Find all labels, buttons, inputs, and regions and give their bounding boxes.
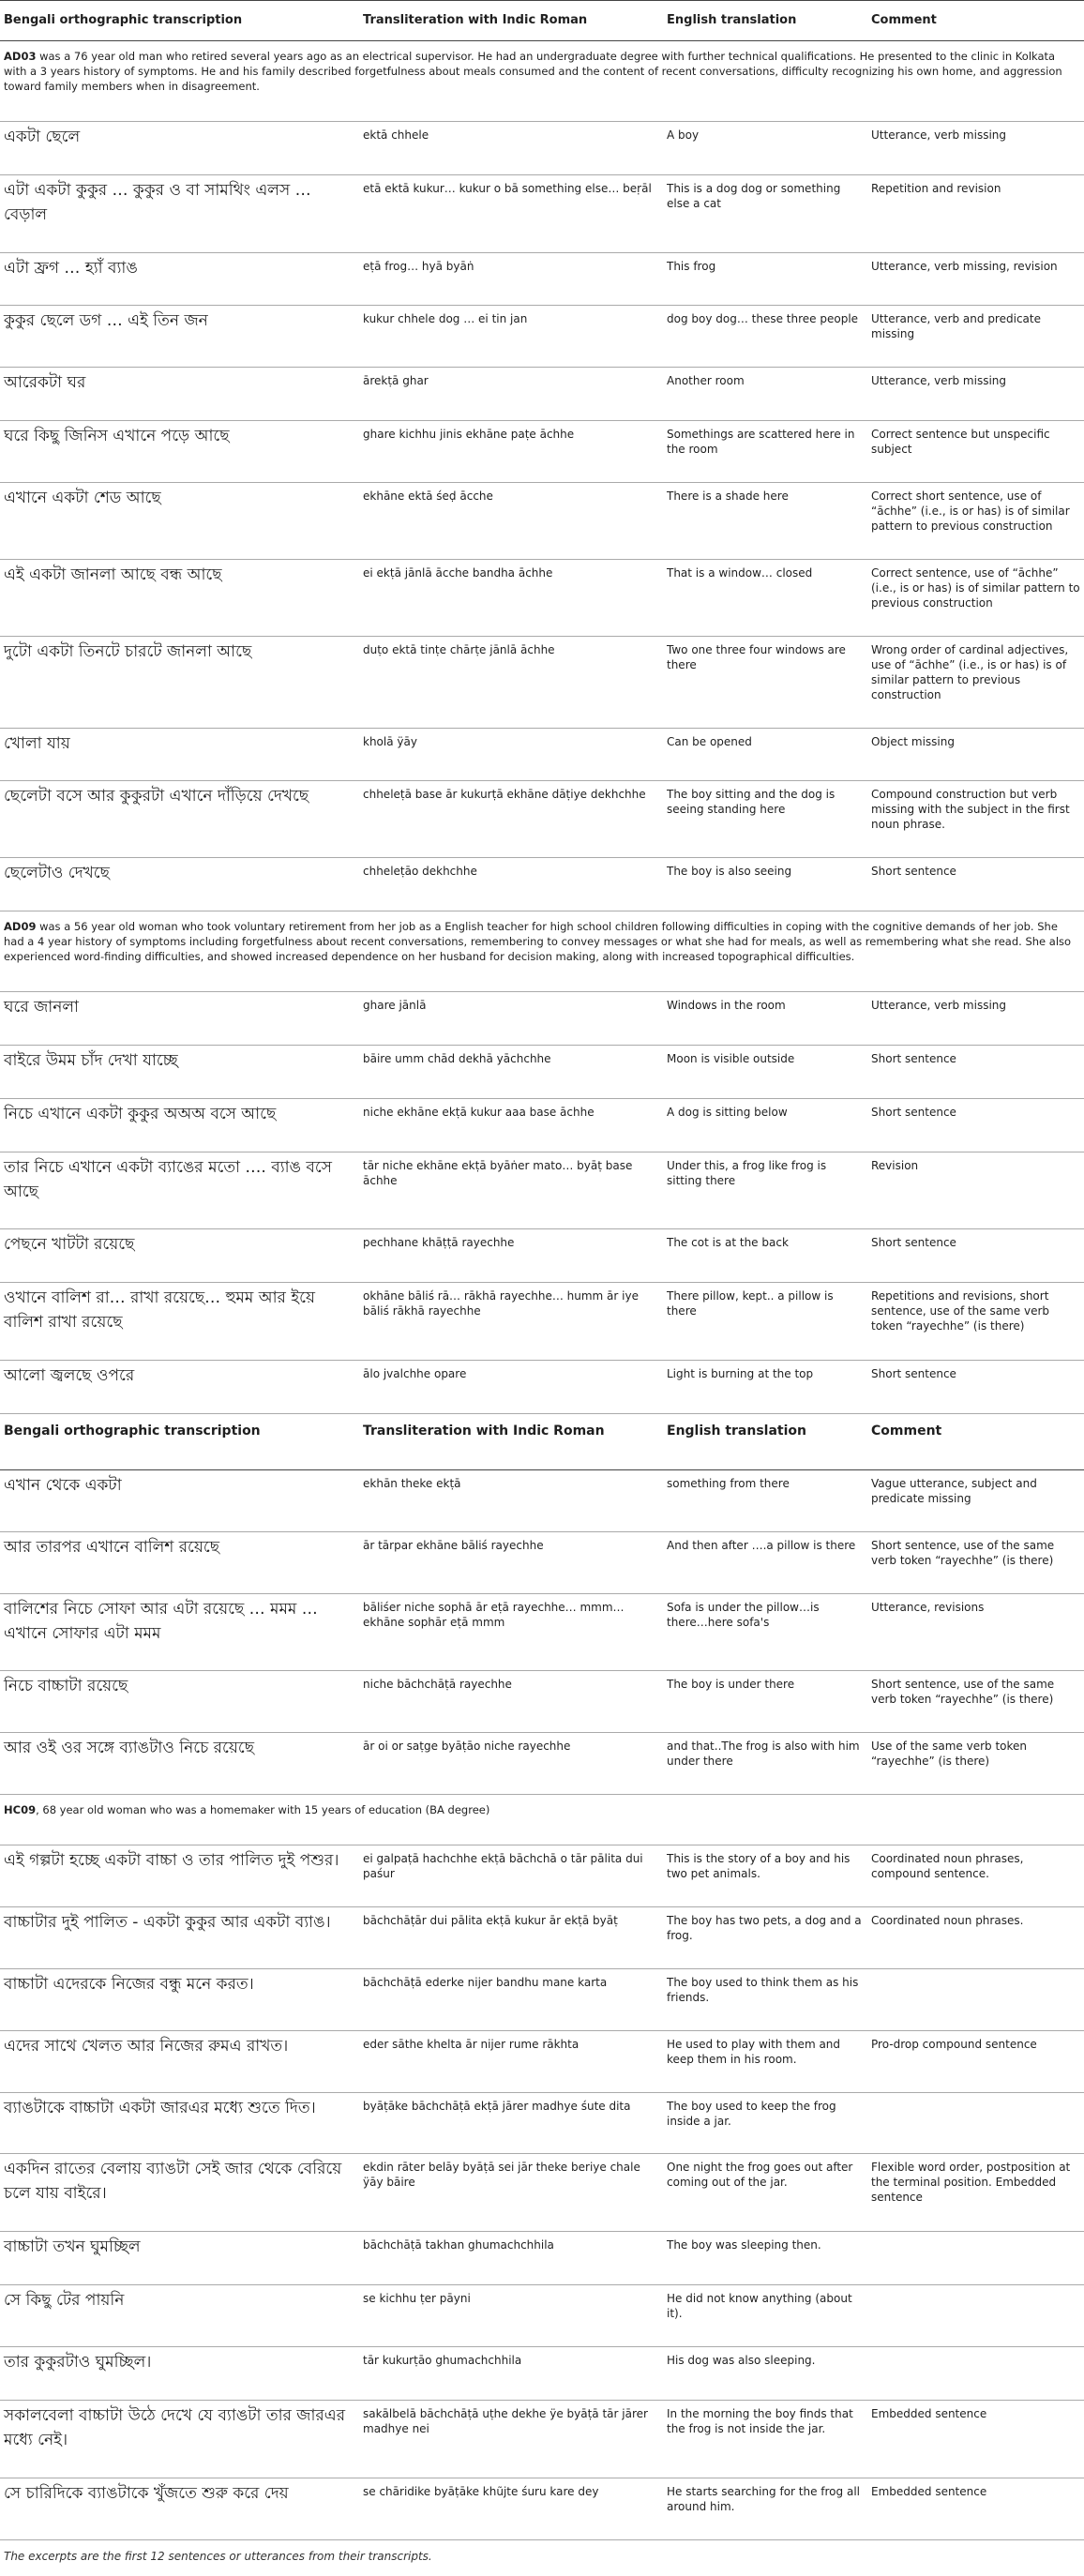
table-row	[0, 483, 1084, 560]
table-row	[0, 992, 1084, 1046]
transliteration-cell: chheleṭā base ār kukurṭā ekhāne dāṭiye dekhchhe	[359, 781, 663, 858]
english-cell: Two one three four windows are there	[663, 636, 867, 728]
bengali-cell: খোলা যায়	[0, 728, 359, 781]
transliteration-cell: chheleṭāo dekhchhe	[359, 858, 663, 911]
english-cell: Windows in the room	[663, 992, 867, 1046]
transliteration-cell: bāchchāṭā takhan ghumachchhila	[359, 2232, 663, 2285]
english-cell: This frog	[663, 252, 867, 306]
english-cell: One night the frog goes out after coming out of the jar.	[663, 2154, 867, 2232]
english-cell: Light is burning at the top	[663, 1361, 867, 1414]
english-cell: Under this, a frog like frog is sitting there	[663, 1152, 867, 1229]
table-row	[0, 781, 1084, 858]
transliteration-cell: bāchchāṭā ederke nijer bandhu mane karta	[359, 1968, 663, 2030]
table-row	[0, 1593, 1084, 1671]
table-row	[0, 1045, 1084, 1098]
header-bengali: Bengali orthographic transcription	[0, 1414, 359, 1470]
table-row	[0, 1469, 1084, 1531]
english-cell: A boy	[663, 121, 867, 174]
transliteration-cell: ālo jvalchhe opare	[359, 1361, 663, 1414]
english-cell: The cot is at the back	[663, 1229, 867, 1283]
bengali-cell: তার কুকুরটাও ঘুমচ্ছিল।	[0, 2346, 359, 2400]
english-cell: He did not know anything (about it).	[663, 2285, 867, 2347]
bengali-cell: এখানে একটা শেড আছে	[0, 483, 359, 560]
comment-cell: Utterance, verb missing	[867, 368, 1084, 421]
bengali-cell: এটা ফ্রগ … হ্যাঁ ব্যাঙ	[0, 252, 359, 306]
comment-cell: Correct sentence, use of “āchhe” (i.e., is or has) is of similar pattern to previous construction	[867, 559, 1084, 636]
transliteration-cell: tār niche ekhāne ekṭā byāṅer mato… byāṭ base āchhe	[359, 1152, 663, 1229]
repeated-header-row	[0, 1414, 1084, 1470]
comment-cell: Coordinated noun phrases, compound sentence.	[867, 1845, 1084, 1907]
transliteration-cell: ekhāne ektā śeḍ ācche	[359, 483, 663, 560]
bengali-cell: বাচ্চাটা এদেরকে নিজের বন্ধু মনে করত।	[0, 1968, 359, 2030]
table-row	[0, 368, 1084, 421]
table-row	[0, 1152, 1084, 1229]
english-cell: Another room	[663, 368, 867, 421]
comment-cell: Flexible word order, postposition at the terminal position. Embedded sentence	[867, 2154, 1084, 2232]
english-cell: There is a shade here	[663, 483, 867, 560]
transliteration-cell: ektā chhele	[359, 121, 663, 174]
table-row	[0, 728, 1084, 781]
bengali-cell: নিচে বাচ্চাটা রয়েছে	[0, 1671, 359, 1733]
table-row	[0, 252, 1084, 306]
comment-cell: Short sentence	[867, 1045, 1084, 1098]
comment-cell: Utterance, revisions	[867, 1593, 1084, 1671]
comment-cell: Object missing	[867, 728, 1084, 781]
bengali-cell: দুটো একটা তিনটে চারটে জানলা আছে	[0, 636, 359, 728]
transliteration-cell: ekdin rāter belāy byāṭā sei jār theke beriye chale ÿāy bāire	[359, 2154, 663, 2232]
bengali-cell: একটা ছেলে	[0, 121, 359, 174]
english-cell: In the morning the boy finds that the frog is not inside the jar.	[663, 2400, 867, 2478]
comment-cell	[867, 1968, 1084, 2030]
english-cell: and that..The frog is also with him under there	[663, 1733, 867, 1795]
transliteration-cell: ghare kichhu jinis ekhāne paṭe āchhe	[359, 421, 663, 483]
patient-info-row	[0, 41, 1084, 122]
transliteration-cell: ārekṭā ghar	[359, 368, 663, 421]
patient-id: AD09	[4, 920, 37, 934]
english-cell: The boy is under there	[663, 1671, 867, 1733]
comment-cell	[867, 2346, 1084, 2400]
table-row	[0, 1906, 1084, 1968]
patient-description-text: was a 56 year old woman who took voluntary retirement from her job as a English teacher for high school children following difficulties in coping with the cognitive demands of her job. She had a 4 year history of symptoms including forgetfulness about recent conversations, remembering to convey messages or what she had for meals, as well as remembering what she read. She also experienced word-finding difficulties, and showed increased dependence on her husband for decision making, along with increased topographical difficulties.	[4, 920, 1072, 964]
bengali-cell: আলো জ্বলছে ওপরে	[0, 1361, 359, 1414]
bengali-cell: বাইরে উমম চাঁদ দেখা যাচ্ছে	[0, 1045, 359, 1098]
table-header	[0, 1, 1084, 41]
patient-info-row	[0, 911, 1084, 992]
table-row	[0, 306, 1084, 368]
english-cell: He starts searching for the frog all around him.	[663, 2478, 867, 2539]
transliteration-cell: etā ektā kukur… kukur o bā something else… beṛāl	[359, 174, 663, 252]
comment-cell: Short sentence	[867, 1229, 1084, 1283]
transliteration-cell: niche bāchchāṭā rayechhe	[359, 1671, 663, 1733]
bengali-cell: এই গল্পটা হচ্ছে একটা বাচ্চা ও তার পালিত দুই পশুর।	[0, 1845, 359, 1907]
bengali-cell: ঘরে জানলা	[0, 992, 359, 1046]
comment-cell: Embedded sentence	[867, 2400, 1084, 2478]
table-row	[0, 2400, 1084, 2478]
bengali-cell: আর ওই ওর সঙ্গে ব্যাঙটাও নিচে রয়েছে	[0, 1733, 359, 1795]
table-row	[0, 2478, 1084, 2539]
table-row	[0, 1229, 1084, 1283]
bengali-cell: বালিশের নিচে সোফা আর এটা রয়েছে … মমম … এখানে সোফার এটা মমম	[0, 1593, 359, 1671]
table-row	[0, 2346, 1084, 2400]
transliteration-cell: bāchchāṭār dui pālita ekṭā kukur ār ekṭā byāṭ	[359, 1906, 663, 1968]
bengali-cell: সে চারিদিকে ব্যাঙটাকে খুঁজতে শুরু করে দেয়	[0, 2478, 359, 2539]
english-cell: There pillow, kept.. a pillow is there	[663, 1283, 867, 1361]
header-english: English translation	[663, 1414, 867, 1470]
table-row	[0, 1098, 1084, 1152]
bengali-cell: আর তারপর এখানে বালিশ রয়েছে	[0, 1531, 359, 1593]
bengali-cell: সে কিছু টের পায়নি	[0, 2285, 359, 2347]
transliteration-cell: se kichhu ṭer pāyni	[359, 2285, 663, 2347]
patient-description	[0, 911, 1084, 992]
transliteration-cell: se chāridike byāṭāke khũjte śuru kare dey	[359, 2478, 663, 2539]
english-cell: This is the story of a boy and his two pet animals.	[663, 1845, 867, 1907]
bengali-cell: ব্যাঙটাকে বাচ্চাটা একটা জারএর মধ্যে শুতে দিত।	[0, 2092, 359, 2154]
transliteration-cell: eder sāthe khelta ār nijer rume rākhta	[359, 2030, 663, 2092]
table-row	[0, 121, 1084, 174]
bengali-cell: এটা একটা কুকুর … কুকুর ও বা সামথিং এলস … বেড়াল	[0, 174, 359, 252]
bengali-cell: এখান থেকে একটা	[0, 1469, 359, 1531]
english-cell: He used to play with them and keep them in his room.	[663, 2030, 867, 2092]
comment-cell: Embedded sentence	[867, 2478, 1084, 2539]
english-cell: dog boy dog… these three people	[663, 306, 867, 368]
bengali-cell: ছেলেটা বসে আর কুকুরটা এখানে দাঁড়িয়ে দেখছে	[0, 781, 359, 858]
comment-cell: Correct sentence but unspecific subject	[867, 421, 1084, 483]
english-cell: Sofa is under the pillow…is there…here sofa's	[663, 1593, 867, 1671]
transliteration-cell: ār tārpar ekhāne bāliś rayechhe	[359, 1531, 663, 1593]
header-bengali: Bengali orthographic transcription	[0, 1, 359, 41]
header-comment: Comment	[867, 1, 1084, 41]
patient-description-text: was a 76 year old man who retired several years ago as an electrical supervisor. He had an undergraduate degree with further technical qualifications. He presented to the clinic in Kolkata with a 3 years history of symptoms. He and his family described forgetfulness about meals consumed and the content of recent conversations, difficulty recognizing his own home, and aggression toward family members when in disagreement.	[4, 50, 1062, 93]
comment-cell: Utterance, verb missing	[867, 992, 1084, 1046]
bengali-cell: বাচ্চাটা তখন ঘুমচ্ছিল	[0, 2232, 359, 2285]
transliteration-cell: tār kukurṭāo ghumachchhila	[359, 2346, 663, 2400]
comment-cell: Use of the same verb token “rayechhe” (is there)	[867, 1733, 1084, 1795]
transliteration-cell: bāliśer niche sophā ār eṭā rayechhe… mmm…ekhāne sophār eṭā mmm	[359, 1593, 663, 1671]
comment-cell: Pro-drop compound sentence	[867, 2030, 1084, 2092]
bengali-cell: সকালবেলা বাচ্চাটা উঠে দেখে যে ব্যাঙটা তার জারএর মধ্যে নেই।	[0, 2400, 359, 2478]
comment-cell: Vague utterance, subject and predicate missing	[867, 1469, 1084, 1531]
header-transliteration: Transliteration with Indic Roman	[359, 1414, 663, 1470]
bengali-cell: বাচ্চাটার দুই পালিত - একটা কুকুর আর একটা ব্যাঙ।	[0, 1906, 359, 1968]
transliteration-cell: eṭā frog… hyā byāṅ	[359, 252, 663, 306]
comment-cell: Correct short sentence, use of “āchhe” (i.e., is or has) is of similar pattern to previous construction	[867, 483, 1084, 560]
transliteration-cell: sakālbelā bāchchāṭā uṭhe dekhe ÿe byāṭā tār jārer madhye nei	[359, 2400, 663, 2478]
comment-cell: Short sentence, use of the same verb token “rayechhe” (is there)	[867, 1531, 1084, 1593]
table-row	[0, 2030, 1084, 2092]
english-cell: The boy is also seeing	[663, 858, 867, 911]
table-row	[0, 1531, 1084, 1593]
bengali-cell: ওখানে বালিশ রা… রাখা রয়েছে… হুমম আর ইয়ে বালিশ রাখা রয়েছে	[0, 1283, 359, 1361]
english-cell: The boy has two pets, a dog and a frog.	[663, 1906, 867, 1968]
english-cell: Moon is visible outside	[663, 1045, 867, 1098]
bengali-cell: তার নিচে এখানে একটা ব্যাঙের মতো …. ব্যাঙ বসে আছে	[0, 1152, 359, 1229]
transliteration-cell: pechhane khāṭṭā rayechhe	[359, 1229, 663, 1283]
transliteration-cell: ei ekṭā jānlā ācche bandha āchhe	[359, 559, 663, 636]
english-cell: The boy was sleeping then.	[663, 2232, 867, 2285]
table-row	[0, 1968, 1084, 2030]
bengali-cell: নিচে এখানে একটা কুকুর অঅঅ বসে আছে	[0, 1098, 359, 1152]
bengali-cell: ছেলেটাও দেখছে	[0, 858, 359, 911]
comment-cell: Revision	[867, 1152, 1084, 1229]
comment-cell	[867, 2232, 1084, 2285]
patient-id: AD03	[4, 50, 37, 63]
transliteration-cell: ei galpaṭā hachchhe ekṭā bāchchā o tār pālita dui paśur	[359, 1845, 663, 1907]
english-cell: The boy sitting and the dog is seeing standing here	[663, 781, 867, 858]
english-cell: Somethings are scattered here in the room	[663, 421, 867, 483]
transliteration-cell: kholā ÿāy	[359, 728, 663, 781]
patient-info-row	[0, 1795, 1084, 1845]
patient-description	[0, 1795, 1084, 1845]
bengali-cell: আরেকটা ঘর	[0, 368, 359, 421]
english-cell: The boy used to think them as his friends.	[663, 1968, 867, 2030]
transliteration-cell: kukur chhele dog … ei tin jan	[359, 306, 663, 368]
english-cell: And then after ….a pillow is there	[663, 1531, 867, 1593]
comment-cell: Utterance, verb missing	[867, 121, 1084, 174]
table-footnote: The excerpts are the first 12 sentences or utterances from their transcripts.	[4, 2549, 432, 2563]
patient-description-text: , 68 year old woman who was a homemaker with 15 years of education (BA degree)	[36, 1803, 490, 1817]
comment-cell: Repetition and revision	[867, 174, 1084, 252]
comment-cell: Utterance, verb missing, revision	[867, 252, 1084, 306]
table-row	[0, 2232, 1084, 2285]
table-row	[0, 1845, 1084, 1907]
table-row	[0, 1283, 1084, 1361]
comment-cell	[867, 2285, 1084, 2347]
english-cell: The boy used to keep the frog inside a jar.	[663, 2092, 867, 2154]
comment-cell	[867, 2092, 1084, 2154]
english-cell: something from there	[663, 1469, 867, 1531]
patient-id: HC09	[4, 1803, 37, 1817]
bengali-cell: এদের সাথে খেলত আর নিজের রুমএ রাখত।	[0, 2030, 359, 2092]
comment-cell: Coordinated noun phrases.	[867, 1906, 1084, 1968]
transliteration-cell: niche ekhāne ekṭā kukur aaa base āchhe	[359, 1098, 663, 1152]
transliteration-cell: bāire umm chād dekhā yāchchhe	[359, 1045, 663, 1098]
table-row	[0, 2285, 1084, 2347]
transliteration-cell: byāṭāke bāchchāṭā ekṭā jārer madhye śute dita	[359, 2092, 663, 2154]
comment-cell: Short sentence, use of the same verb token “rayechhe” (is there)	[867, 1671, 1084, 1733]
transliteration-cell: duṭo ektā tinṭe chārṭe jānlā āchhe	[359, 636, 663, 728]
comment-cell: Short sentence	[867, 1361, 1084, 1414]
transliteration-cell: ār oi or saṭge byāṭāo niche rayechhe	[359, 1733, 663, 1795]
transliteration-cell: ghare jānlā	[359, 992, 663, 1046]
bengali-cell: কুকুর ছেলে ডগ … এই তিন জন	[0, 306, 359, 368]
english-cell: This is a dog dog or something else a cat	[663, 174, 867, 252]
table-row	[0, 1733, 1084, 1795]
comment-cell: Utterance, verb and predicate missing	[867, 306, 1084, 368]
bengali-cell: এই একটা জানলা আছে বন্ধ আছে	[0, 559, 359, 636]
table-row	[0, 421, 1084, 483]
english-cell: That is a window… closed	[663, 559, 867, 636]
transliteration-cell: ekhān theke ekṭā	[359, 1469, 663, 1531]
table-row	[0, 636, 1084, 728]
comment-cell: Short sentence	[867, 1098, 1084, 1152]
bengali-cell: পেছনে খাটটা রয়েছে	[0, 1229, 359, 1283]
table-row	[0, 559, 1084, 636]
comment-cell: Short sentence	[867, 858, 1084, 911]
patient-description	[0, 41, 1084, 122]
bengali-cell: ঘরে কিছু জিনিস এখানে পড়ে আছে	[0, 421, 359, 483]
english-cell: Can be opened	[663, 728, 867, 781]
transliteration-cell: okhāne bāliś rā… rākhā rayechhe… humm ār iye bāliś rākhā rayechhe	[359, 1283, 663, 1361]
bengali-cell: একদিন রাতের বেলায় ব্যাঙটা সেই জার থেকে বেরিয়ে চলে যায় বাইরে।	[0, 2154, 359, 2232]
table-row	[0, 2092, 1084, 2154]
table-row	[0, 2154, 1084, 2232]
table-row	[0, 858, 1084, 911]
table-row	[0, 1361, 1084, 1414]
comment-cell: Wrong order of cardinal adjectives, use of “āchhe” (i.e., is or has) is of similar pattern to previous construction	[867, 636, 1084, 728]
english-cell: His dog was also sleeping.	[663, 2346, 867, 2400]
header-comment: Comment	[867, 1414, 1084, 1470]
table-row	[0, 1671, 1084, 1733]
comment-cell: Repetitions and revisions, short sentence, use of the same verb token “rayechhe” (is there)	[867, 1283, 1084, 1361]
english-cell: A dog is sitting below	[663, 1098, 867, 1152]
comment-cell: Compound construction but verb missing with the subject in the first noun phrase.	[867, 781, 1084, 858]
header-english: English translation	[663, 1, 867, 41]
header-transliteration: Transliteration with Indic Roman	[359, 1, 663, 41]
table-row	[0, 174, 1084, 252]
